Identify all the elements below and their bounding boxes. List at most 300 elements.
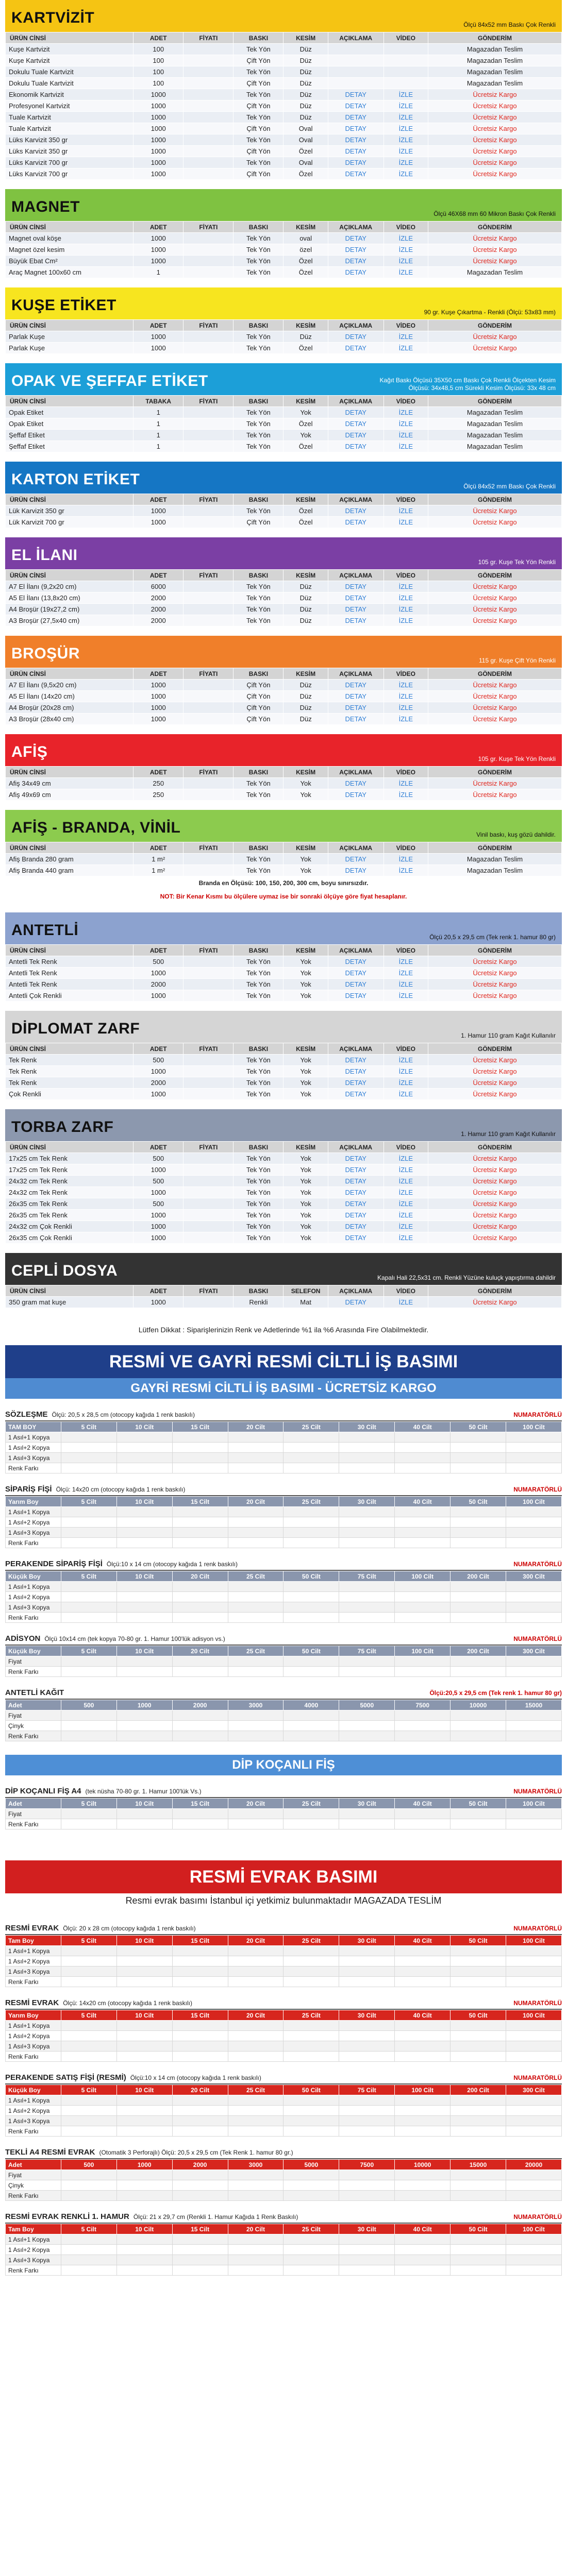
grid-cell <box>116 1956 172 1967</box>
table-cell <box>184 134 234 146</box>
grid-cell <box>284 2126 339 2137</box>
grid-row <box>6 2265 562 2276</box>
video-link[interactable]: İZLE <box>383 990 428 1002</box>
grid-cell <box>61 1463 116 1473</box>
video-link[interactable]: İZLE <box>383 517 428 528</box>
table-cell: Yok <box>284 1176 328 1187</box>
video-link[interactable]: İZLE <box>383 1055 428 1066</box>
detail-link[interactable]: DETAY <box>328 430 383 441</box>
table-cell: Magazadan Teslim <box>428 44 562 55</box>
grid-row <box>6 2126 562 2137</box>
table-cell: 1 <box>134 418 184 430</box>
detail-link[interactable]: DETAY <box>328 968 383 979</box>
section-title: KARTVİZİT <box>11 9 95 26</box>
product-section <box>5 810 562 903</box>
video-link[interactable]: İZLE <box>383 714 428 725</box>
detail-link[interactable]: DETAY <box>328 123 383 134</box>
table-cell: Tek Yön <box>234 615 284 626</box>
detail-link[interactable]: DETAY <box>328 441 383 452</box>
price-grid <box>5 1560 562 1623</box>
grid-cell <box>395 2021 451 2031</box>
table-cell: Lüks Karvizit 700 gr <box>6 157 134 168</box>
detail-link[interactable]: DETAY <box>328 1210 383 1221</box>
grid-column-header: 15 Cilt <box>172 1422 228 1432</box>
detail-link[interactable]: DETAY <box>328 168 383 180</box>
table-cell: Özel <box>284 418 328 430</box>
grid-cell <box>116 1582 172 1592</box>
grid-cell <box>116 1809 172 1819</box>
video-link[interactable]: İZLE <box>383 592 428 604</box>
video-link[interactable]: İZLE <box>383 691 428 702</box>
grid-cell <box>395 1453 451 1463</box>
detail-link[interactable]: DETAY <box>328 1198 383 1210</box>
table-row <box>6 691 562 702</box>
table-cell <box>184 343 234 354</box>
grid-column-header: 100 Cilt <box>506 2010 562 2021</box>
grid-cell <box>61 1453 116 1463</box>
video-link[interactable]: İZLE <box>383 1221 428 1232</box>
section-title: KARTON ETİKET <box>11 471 140 488</box>
grid-row-label: 1 Asıl+3 Kopya <box>6 2041 61 2052</box>
table-cell: Tek Yön <box>234 418 284 430</box>
grid-column-header: 40 Cilt <box>395 2010 451 2021</box>
video-link[interactable]: İZLE <box>383 168 428 180</box>
grid-column-header: 200 Cilt <box>451 2085 506 2095</box>
grid-cell <box>61 1656 116 1667</box>
column-header: ÜRÜN CİNSİ <box>6 668 134 680</box>
detail-link[interactable]: DETAY <box>328 244 383 256</box>
video-link[interactable]: İZLE <box>383 267 428 278</box>
table-cell: Yok <box>284 1055 328 1066</box>
table-cell: Çift Yön <box>234 714 284 725</box>
column-header: BASKI <box>234 396 284 407</box>
detail-link[interactable]: DETAY <box>328 702 383 714</box>
detail-link[interactable]: DETAY <box>328 256 383 267</box>
table-cell: Tek Yön <box>234 956 284 968</box>
detail-link[interactable]: DETAY <box>328 789 383 801</box>
table-cell: 1 <box>134 441 184 452</box>
grid-cell <box>61 1613 116 1623</box>
detail-link[interactable]: DETAY <box>328 581 383 592</box>
detail-link[interactable]: DETAY <box>328 89 383 100</box>
column-header: BASKI <box>234 945 284 956</box>
detail-link[interactable]: DETAY <box>328 407 383 418</box>
grid-cell <box>339 1443 395 1453</box>
detail-link[interactable]: DETAY <box>328 615 383 626</box>
video-link[interactable]: İZLE <box>383 157 428 168</box>
table-cell <box>184 331 234 343</box>
grid-row-label: Renk Farkı <box>6 1463 61 1473</box>
table-cell: Tek Yön <box>234 854 284 865</box>
table-cell <box>184 267 234 278</box>
grid-cell <box>228 1538 284 1548</box>
video-link[interactable]: İZLE <box>383 968 428 979</box>
table-cell <box>184 123 234 134</box>
video-link[interactable]: İZLE <box>383 979 428 990</box>
grid-cell <box>451 2031 506 2041</box>
table-cell: 1000 <box>134 1297 184 1308</box>
video-link[interactable]: İZLE <box>383 441 428 452</box>
table-row <box>6 418 562 430</box>
video-link[interactable]: İZLE <box>383 1187 428 1198</box>
resmi-grids <box>5 1924 562 2276</box>
detail-link[interactable]: DETAY <box>328 956 383 968</box>
grid-cell <box>506 2234 562 2245</box>
table-cell: 100 <box>134 78 184 89</box>
column-header: FİYATI <box>184 222 234 233</box>
grid-row-label: Fiyat <box>6 2170 61 2180</box>
grid-cell <box>284 1592 339 1602</box>
detail-link[interactable]: DETAY <box>328 100 383 112</box>
detail-link[interactable]: DETAY <box>328 157 383 168</box>
detail-link[interactable]: DETAY <box>328 112 383 123</box>
detail-link[interactable]: DETAY <box>328 680 383 691</box>
table-cell: Ücretsiz Kargo <box>428 789 562 801</box>
table-cell: Özel <box>284 256 328 267</box>
table-cell: Yok <box>284 1077 328 1089</box>
detail-link[interactable]: DETAY <box>328 1153 383 1164</box>
video-link[interactable]: İZLE <box>383 1077 428 1089</box>
video-link[interactable]: İZLE <box>383 1164 428 1176</box>
grid-column-header: 10000 <box>451 1700 506 1710</box>
video-link[interactable]: İZLE <box>383 789 428 801</box>
detail-link[interactable]: DETAY <box>328 714 383 725</box>
grid-cell <box>451 1956 506 1967</box>
column-header: BASKI <box>234 494 284 505</box>
video-link[interactable]: İZLE <box>383 615 428 626</box>
grid-row <box>6 1977 562 1987</box>
price-table <box>5 1141 562 1244</box>
section-note: Kapalı Hali 22,5x31 cm. Renkli Yüzüne kuluçk yapıştırma dahildir <box>377 1274 556 1281</box>
video-link[interactable]: İZLE <box>383 1089 428 1100</box>
table-row <box>6 505 562 517</box>
table-cell: Tek Yön <box>234 157 284 168</box>
grid-column-header: 25 Cilt <box>284 1422 339 1432</box>
video-link[interactable]: İZLE <box>383 256 428 267</box>
column-header: KESİM <box>284 767 328 778</box>
column-header: GÖNDERİM <box>428 1285 562 1297</box>
grid-cell <box>339 2265 395 2276</box>
detail-link[interactable]: DETAY <box>328 1221 383 1232</box>
table-cell: 1 <box>134 407 184 418</box>
table-header-row <box>6 396 562 407</box>
grid-cell <box>172 2052 228 2062</box>
grid-cell <box>116 1819 172 1829</box>
detail-link[interactable]: DETAY <box>328 1187 383 1198</box>
cilt-band-sub: GAYRİ RESMİ CİLTLİ İŞ BASIMI - ÜCRETSİZ KARGO <box>5 1378 562 1399</box>
grid-cell <box>506 2191 562 2201</box>
column-header: GÖNDERİM <box>428 222 562 233</box>
grid-cell <box>395 1592 451 1602</box>
video-link[interactable]: İZLE <box>383 1297 428 1308</box>
cilt-band: RESMİ VE GAYRİ RESMİ CİLTLİ İŞ BASIMI <box>5 1345 562 1378</box>
grid-header <box>5 1787 562 1798</box>
table-cell: Düz <box>284 331 328 343</box>
table-cell <box>184 1198 234 1210</box>
grid-cell <box>61 2052 116 2062</box>
video-link[interactable]: İZLE <box>383 778 428 789</box>
video-link[interactable]: İZLE <box>383 956 428 968</box>
section-header <box>5 363 562 395</box>
detail-link[interactable]: DETAY <box>328 979 383 990</box>
grid-cell <box>116 1528 172 1538</box>
grid-row <box>6 1809 562 1819</box>
section-title: MAGNET <box>11 198 80 215</box>
product-section <box>5 189 562 278</box>
table-cell: Ücretsiz Kargo <box>428 1187 562 1198</box>
video-link[interactable]: İZLE <box>383 1198 428 1210</box>
grid-cell <box>339 1507 395 1517</box>
grid-cell <box>172 2041 228 2052</box>
grid-cell <box>339 1731 395 1741</box>
table-cell: Çift Yön <box>234 100 284 112</box>
video-link[interactable]: İZLE <box>383 702 428 714</box>
video-link[interactable]: İZLE <box>383 1210 428 1221</box>
column-header: GÖNDERİM <box>428 570 562 581</box>
table-cell: Çift Yön <box>234 55 284 66</box>
video-link[interactable]: İZLE <box>383 123 428 134</box>
table-cell: Oval <box>284 157 328 168</box>
detail-link[interactable]: DETAY <box>328 505 383 517</box>
grid-row <box>6 2116 562 2126</box>
grid-cell <box>228 1613 284 1623</box>
video-link[interactable]: İZLE <box>383 430 428 441</box>
video-link[interactable]: İZLE <box>383 1232 428 1244</box>
video-link[interactable]: İZLE <box>383 581 428 592</box>
grid-cell <box>61 2234 116 2245</box>
table-cell <box>184 418 234 430</box>
video-link[interactable]: İZLE <box>383 112 428 123</box>
table-cell <box>184 66 234 78</box>
column-header: ADET <box>134 570 184 581</box>
section-title: AFİŞ - BRANDA, VİNİL <box>11 819 181 836</box>
video-link[interactable]: İZLE <box>383 407 428 418</box>
column-header: KESİM <box>284 668 328 680</box>
grid-row <box>6 1721 562 1731</box>
grid-row <box>6 2234 562 2245</box>
video-link[interactable]: İZLE <box>383 1176 428 1187</box>
grid-cell <box>451 1453 506 1463</box>
detail-link[interactable]: DETAY <box>328 592 383 604</box>
video-link[interactable]: İZLE <box>383 244 428 256</box>
video-link[interactable]: İZLE <box>383 604 428 615</box>
table-cell: Lük Karvizit 350 gr <box>6 505 134 517</box>
price-table <box>5 842 562 876</box>
section-header <box>5 287 562 319</box>
detail-link[interactable]: DETAY <box>328 691 383 702</box>
table-cell: Tuale Kartvizit <box>6 123 134 134</box>
grid-cell <box>506 1582 562 1592</box>
detail-link[interactable]: DETAY <box>328 517 383 528</box>
grid-cell <box>451 1731 506 1741</box>
grid-cell <box>284 1602 339 1613</box>
grid-column-header: 5 Cilt <box>61 1422 116 1432</box>
grid-cell <box>451 1592 506 1602</box>
detail-link[interactable]: DETAY <box>328 854 383 865</box>
grid-cell <box>284 1809 339 1819</box>
column-header: VİDEO <box>383 494 428 505</box>
table-cell: Düz <box>284 55 328 66</box>
column-header: ÜRÜN CİNSİ <box>6 1142 134 1153</box>
detail-link[interactable]: DETAY <box>328 604 383 615</box>
grid-cell <box>284 1721 339 1731</box>
table-cell: Tek Yön <box>234 1176 284 1187</box>
column-header: TABAKA <box>134 396 184 407</box>
grid-cell <box>339 1710 395 1721</box>
grid-cell <box>284 2245 339 2255</box>
table-cell: oval <box>284 233 328 244</box>
grid-cell <box>284 1977 339 1987</box>
grid-header-row <box>6 1571 562 1582</box>
detail-link[interactable]: DETAY <box>328 865 383 876</box>
column-header: AÇIKLAMA <box>328 32 383 44</box>
grid-column-header: 25 Cilt <box>228 1571 284 1582</box>
grid-cell <box>339 2095 395 2106</box>
detail-link[interactable]: DETAY <box>328 418 383 430</box>
grid-column-header: 500 <box>61 1700 116 1710</box>
table-cell: 17x25 cm Tek Renk <box>6 1153 134 1164</box>
grid-column-header: 40 Cilt <box>395 1422 451 1432</box>
table-cell: Ücretsiz Kargo <box>428 157 562 168</box>
table-cell <box>184 78 234 89</box>
grid-table <box>5 1646 562 1677</box>
grid-table <box>5 2224 562 2276</box>
grid-cell <box>339 2180 395 2191</box>
section-header <box>5 189 562 221</box>
grid-cell <box>284 1946 339 1956</box>
detail-link[interactable]: DETAY <box>328 1055 383 1066</box>
grid-column-header: 100 Cilt <box>395 2085 451 2095</box>
detail-link[interactable]: DETAY <box>328 146 383 157</box>
column-header: ADET <box>134 1142 184 1153</box>
video-link[interactable]: İZLE <box>383 233 428 244</box>
grid-tag: NUMARATÖRLÜ <box>513 1561 562 1568</box>
grid-title: ADİSYON <box>5 1634 41 1643</box>
table-cell: Tek Yön <box>234 244 284 256</box>
grid-cell <box>172 1613 228 1623</box>
grid-cell <box>172 1582 228 1592</box>
table-cell <box>184 604 234 615</box>
table-cell: 250 <box>134 778 184 789</box>
video-link[interactable]: İZLE <box>383 505 428 517</box>
video-link[interactable]: İZLE <box>383 100 428 112</box>
table-cell <box>383 66 428 78</box>
table-cell <box>184 702 234 714</box>
table-header-row <box>6 668 562 680</box>
grid-row-label: Renk Farkı <box>6 1538 61 1548</box>
video-link[interactable]: İZLE <box>383 146 428 157</box>
grid-tag: NUMARATÖRLÜ <box>513 1486 562 1493</box>
section-note: Ölçü 46X68 mm 60 Mikron Baskı Çok Renkli <box>433 210 556 217</box>
detail-link[interactable]: DETAY <box>328 1066 383 1077</box>
table-cell: Düz <box>284 680 328 691</box>
table-cell: Antetli Tek Renk <box>6 979 134 990</box>
section-note: Ölçü 20,5 x 29,5 cm (Tek renk 1. hamur 80 gr) <box>429 934 556 941</box>
video-link[interactable]: İZLE <box>383 865 428 876</box>
column-header: ÜRÜN CİNSİ <box>6 222 134 233</box>
grid-column-header: 20 Cilt <box>228 2224 284 2234</box>
grid-cell <box>284 2234 339 2245</box>
video-link[interactable]: İZLE <box>383 89 428 100</box>
grid-column-header: 5000 <box>339 1700 395 1710</box>
grid-column-header: 50 Cilt <box>284 1646 339 1656</box>
grid-note: Ölçü: 20,5 x 28,5 cm (otocopy kağıda 1 renk baskılı) <box>52 1411 195 1418</box>
detail-link[interactable]: DETAY <box>328 1077 383 1089</box>
video-link[interactable]: İZLE <box>383 1153 428 1164</box>
grid-header <box>5 1634 562 1646</box>
grid-cell <box>339 2234 395 2245</box>
grid-column-header: 10 Cilt <box>116 1936 172 1946</box>
grid-cell <box>116 2031 172 2041</box>
table-cell: 26x35 cm Tek Renk <box>6 1210 134 1221</box>
grid-cell <box>61 1967 116 1977</box>
grid-cell <box>284 1731 339 1741</box>
grid-cell <box>61 2106 116 2116</box>
video-link[interactable]: İZLE <box>383 331 428 343</box>
grid-cell <box>451 1432 506 1443</box>
grid-cell <box>339 1528 395 1538</box>
table-cell: Yok <box>284 968 328 979</box>
video-link[interactable]: İZLE <box>383 134 428 146</box>
grid-cell <box>116 2245 172 2255</box>
video-link[interactable]: İZLE <box>383 343 428 354</box>
grid-cell <box>116 1977 172 1987</box>
grid-cell <box>284 2021 339 2031</box>
table-cell: Yok <box>284 990 328 1002</box>
detail-link[interactable]: DETAY <box>328 331 383 343</box>
table-cell: Tek Yön <box>234 968 284 979</box>
detail-link[interactable]: DETAY <box>328 233 383 244</box>
grid-cell <box>506 1443 562 1453</box>
grid-row <box>6 2106 562 2116</box>
grid-column-header: 5 Cilt <box>61 1936 116 1946</box>
video-link[interactable]: İZLE <box>383 680 428 691</box>
detail-link[interactable]: DETAY <box>328 990 383 1002</box>
table-cell: Antetli Tek Renk <box>6 956 134 968</box>
column-header: KESİM <box>284 32 328 44</box>
video-link[interactable]: İZLE <box>383 418 428 430</box>
grid-row-label: Renk Farkı <box>6 2191 61 2201</box>
grid-cell <box>284 2180 339 2191</box>
table-cell: Ücretsiz Kargo <box>428 343 562 354</box>
table-row <box>6 44 562 55</box>
detail-link[interactable]: DETAY <box>328 1232 383 1244</box>
detail-link[interactable]: DETAY <box>328 267 383 278</box>
grid-column-header: 2000 <box>172 2160 228 2170</box>
grid-row-label: Renk Farkı <box>6 1819 61 1829</box>
grid-table <box>5 1798 562 1829</box>
table-cell: Çift Yön <box>234 168 284 180</box>
detail-link[interactable]: DETAY <box>328 343 383 354</box>
detail-link[interactable]: DETAY <box>328 134 383 146</box>
table-cell: Yok <box>284 1066 328 1077</box>
detail-link[interactable]: DETAY <box>328 778 383 789</box>
grid-column-header: 75 Cilt <box>339 1646 395 1656</box>
detail-link[interactable]: DETAY <box>328 1089 383 1100</box>
grid-cell <box>506 1977 562 1987</box>
grid-cell <box>506 2126 562 2137</box>
video-link[interactable]: İZLE <box>383 854 428 865</box>
grid-cell <box>395 1463 451 1473</box>
grid-tag: NUMARATÖRLÜ <box>513 1635 562 1642</box>
video-link[interactable]: İZLE <box>383 1066 428 1077</box>
detail-link[interactable]: DETAY <box>328 1176 383 1187</box>
grid-cell <box>228 1517 284 1528</box>
grid-cell <box>395 1538 451 1548</box>
detail-link[interactable]: DETAY <box>328 1297 383 1308</box>
grid-cell <box>451 1819 506 1829</box>
detail-link[interactable]: DETAY <box>328 1164 383 1176</box>
